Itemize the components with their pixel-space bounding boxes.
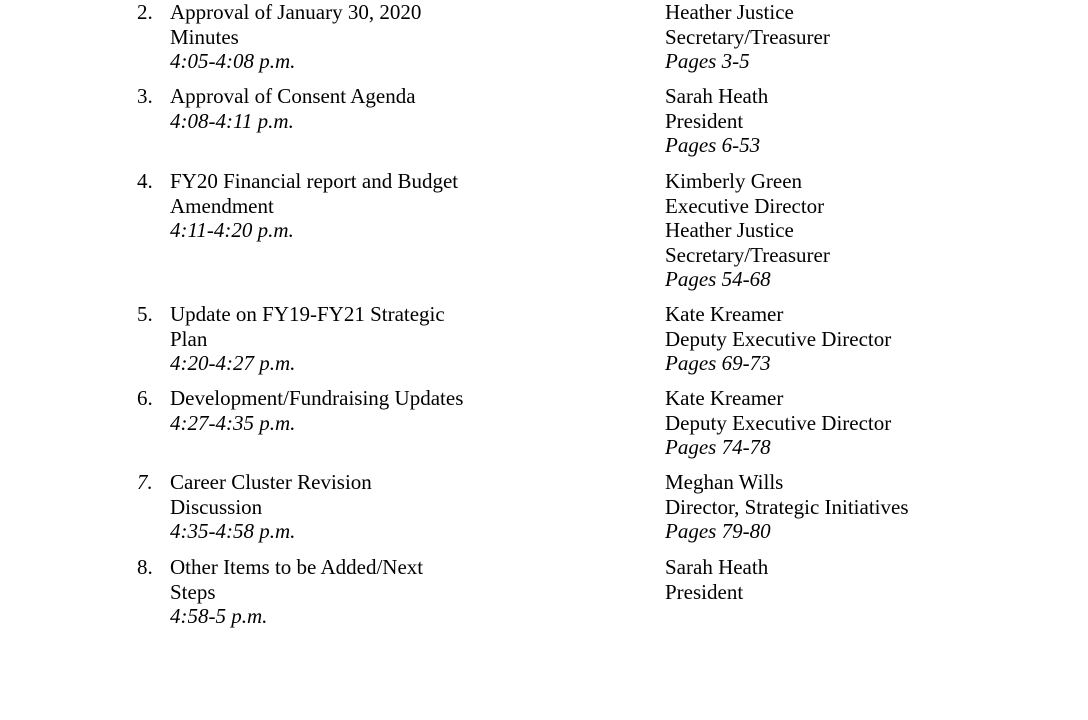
presenter-line: President <box>665 579 744 604</box>
item-details <box>170 0 510 74</box>
item-time: 4:05-4:08 p.m. <box>170 49 296 73</box>
item-pages: Pages 69-73 <box>665 351 771 375</box>
presenter-line: Secretary/Treasurer <box>665 242 830 267</box>
item-presenter <box>665 169 1025 292</box>
presenter-line: Kate Kreamer <box>665 302 784 326</box>
item-presenter <box>665 470 1025 544</box>
item-pages: Pages 74-78 <box>665 435 771 459</box>
item-pages: Pages 6-53 <box>665 133 761 157</box>
item-title-line: Approval of January 30, 2020 <box>170 0 422 24</box>
item-presenter <box>665 0 1025 74</box>
item-title-line: Development/Fundraising Updates <box>170 386 464 410</box>
item-details <box>170 470 510 544</box>
item-number: 6. <box>137 386 153 410</box>
item-number: 8. <box>137 555 153 579</box>
presenter-line: Secretary/Treasurer <box>665 24 830 49</box>
item-time: 4:11-4:20 p.m. <box>170 218 294 242</box>
item-number: 2. <box>137 0 153 24</box>
item-time: 4:08-4:11 p.m. <box>170 108 294 133</box>
item-pages: Pages 3-5 <box>665 49 750 73</box>
item-time: 4:20-4:27 p.m. <box>170 351 296 375</box>
item-title-line: Plan <box>170 326 208 351</box>
item-title-line: Discussion <box>170 494 263 519</box>
item-title-line: Other Items to be Added/Next <box>170 555 424 579</box>
item-title-line: Steps <box>170 579 216 604</box>
item-number: 3. <box>137 84 153 108</box>
item-title-line: FY20 Financial report and Budget <box>170 169 459 193</box>
item-details <box>170 555 510 629</box>
item-pages: Pages 79-80 <box>665 519 771 543</box>
presenter-line: President <box>665 108 744 133</box>
item-title-line: Update on FY19-FY21 Strategic <box>170 302 445 326</box>
item-time: 4:58-5 p.m. <box>170 604 268 628</box>
presenter-line: Heather Justice <box>665 218 794 242</box>
item-details <box>170 84 510 133</box>
item-presenter <box>665 302 1025 376</box>
presenter-line: Sarah Heath <box>665 555 769 579</box>
item-title-line: Career Cluster Revision <box>170 470 372 494</box>
presenter-line: Kimberly Green <box>665 169 803 193</box>
item-title-line: Minutes <box>170 24 239 49</box>
presenter-line: Executive Director <box>665 193 825 218</box>
presenter-line: Director, Strategic Initiatives <box>665 494 909 519</box>
item-presenter <box>665 555 1025 604</box>
item-presenter <box>665 84 1025 158</box>
presenter-line: Kate Kreamer <box>665 386 784 410</box>
item-pages: Pages 54-68 <box>665 267 771 291</box>
item-number: 7. <box>137 470 153 494</box>
item-details <box>170 302 510 376</box>
item-time: 4:35-4:58 p.m. <box>170 519 296 543</box>
item-number: 4. <box>137 169 153 193</box>
presenter-line: Heather Justice <box>665 0 794 24</box>
item-presenter <box>665 386 1025 460</box>
item-title-line: Amendment <box>170 193 274 218</box>
item-details <box>170 169 510 243</box>
item-details <box>170 386 510 435</box>
item-title-line: Approval of Consent Agenda <box>170 84 416 108</box>
presenter-line: Meghan Wills <box>665 470 784 494</box>
item-number: 5. <box>137 302 153 326</box>
item-time: 4:27-4:35 p.m. <box>170 410 296 435</box>
presenter-line: Sarah Heath <box>665 84 769 108</box>
presenter-line: Deputy Executive Director <box>665 410 892 435</box>
presenter-line: Deputy Executive Director <box>665 326 892 351</box>
